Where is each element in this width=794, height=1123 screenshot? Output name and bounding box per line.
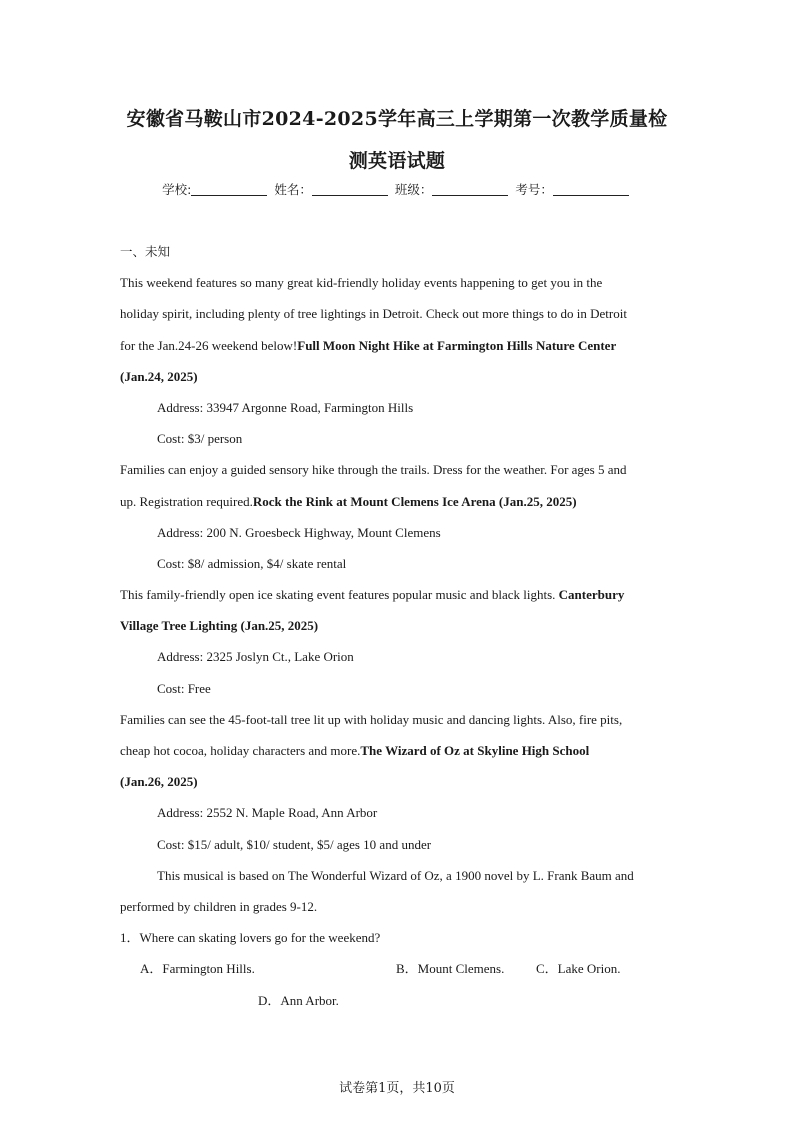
- page-footer: 试卷第1页，共10页: [339, 1081, 455, 1096]
- school-label: 学校:: [162, 182, 192, 197]
- passage-line: Families can enjoy a guided sensory hike through the trails. Dress for the weather. For ages 5 and: [120, 462, 627, 478]
- class-blank[interactable]: [432, 184, 508, 196]
- passage-line: [120, 361, 676, 392]
- event-address: Address: 200 N. Groesbeck Highway, Mount Clemens: [157, 524, 441, 540]
- passage-line: Families can see the 45-foot-tall tree lit up with holiday music and dancing lights. Also, fire pits,: [120, 711, 623, 727]
- student-info-row: [0, 180, 794, 198]
- event-cost: Cost: $15/ adult, $10/ student, $5/ ages 10 and under: [157, 836, 432, 852]
- section-heading: 一、未知: [120, 244, 171, 259]
- event-title: Village Tree Lighting (Jan.25, 2025): [120, 618, 319, 634]
- event-address: Address: 2552 N. Maple Road, Ann Arbor: [157, 805, 378, 821]
- option-c[interactable]: C．Lake Orion.: [536, 961, 621, 977]
- event-title: Canterbury: [558, 587, 625, 603]
- option-b[interactable]: B．Mount Clemens.: [396, 961, 505, 977]
- passage-line: holiday spirit, including plenty of tree lightings in Detroit. Check out more things to do in Detroit: [120, 306, 627, 322]
- passage-line: This musical is based on The Wonderful Wizard of Oz, a 1900 novel by L. Frank Baum and: [157, 867, 634, 883]
- passage-text: cheap hot cocoa, holiday characters and more.: [120, 743, 361, 758]
- event-address: Address: 2325 Joslyn Ct., Lake Orion: [157, 649, 354, 665]
- event-cost: Cost: Free: [157, 680, 211, 696]
- passage-line: [120, 735, 676, 766]
- event-address: Address: 33947 Argonne Road, Farmington Hills: [157, 399, 414, 415]
- name-blank[interactable]: [312, 184, 388, 196]
- exam-title-line-2: 测英语试题: [348, 150, 446, 172]
- exam-number-label: 考号：: [515, 182, 553, 197]
- passage-text: up. Registration required.: [120, 493, 253, 509]
- passage-line: performed by children in grades 9-12.: [120, 898, 318, 914]
- passage-text: for the Jan.24-26 weekend below!: [120, 337, 298, 353]
- passage-line: [120, 330, 676, 361]
- event-title: Full Moon Night Hike at Farmington Hills Nature Center: [297, 337, 617, 353]
- class-label: 班级：: [394, 182, 433, 197]
- event-cost: Cost: $3/ person: [157, 431, 243, 447]
- option-a[interactable]: A．Farmington Hills.: [140, 961, 255, 977]
- exam-number-blank[interactable]: [553, 184, 629, 196]
- event-title: The Wizard of Oz at Skyline High School: [360, 743, 590, 758]
- question-stem: 1．Where can skating lovers go for the weekend?: [120, 930, 381, 946]
- name-label: 姓名：: [274, 182, 312, 197]
- event-cost: Cost: $8/ admission, $4/ skate rental: [157, 555, 347, 571]
- exam-title-line-1: 安徽省马鞍山市2024-2025学年高三上学期第一次教学质量检: [126, 108, 668, 130]
- question-options-row: [120, 985, 676, 1016]
- passage-line: This weekend features so many great kid-friendly holiday events happening to get you in the: [120, 275, 603, 291]
- question-options-row: [120, 953, 676, 984]
- exam-content: [120, 236, 676, 1016]
- passage-line: [120, 610, 676, 641]
- passage-line: [120, 766, 676, 797]
- option-d[interactable]: D．Ann Arbor.: [258, 992, 339, 1008]
- event-date: (Jan.26, 2025): [120, 774, 198, 790]
- passage-text: This family-friendly open ice skating event features popular music and black lights.: [120, 587, 556, 603]
- event-title: Rock the Rink at Mount Clemens Ice Arena (Jan.25, 2025): [252, 493, 577, 509]
- passage-line: [120, 486, 676, 517]
- passage-line: [120, 579, 676, 610]
- event-date: (Jan.24, 2025): [120, 368, 198, 384]
- school-blank[interactable]: [191, 184, 267, 196]
